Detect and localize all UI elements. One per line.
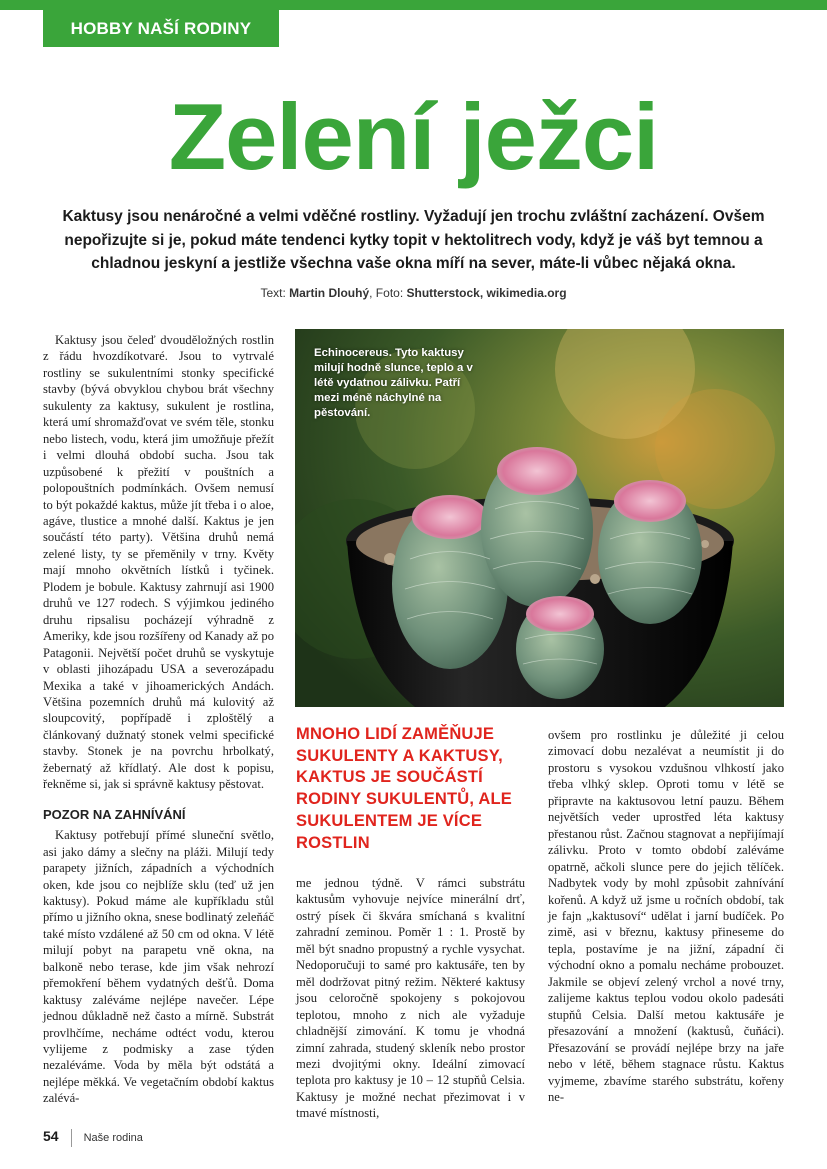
body-paragraph: Kaktusy jsou čeleď dvouděložných rostlin z řádu hvozdíkotvaré. Jsou to vytrvalé rostliny se sukulentními stonky specifické stavby (bývá obvyklou chybou brát všechny sukulenty za kaktusy, sukulent je rostlina, která umí shromažďovat ve svém těle, stonku nebo listech, vodu, která jim umožňuje přežít i velmi dlouhá období sucha. Jsou tak uzpůsobené k přežití v pouštních a polopouštních podmínkách. Ovšem nemusí to být pokaždé kaktus, může jít třeba i o aloe, agáve, tlustice a mnohé další. Kaktus je jen součástí této party). Většina druhů nemá zelené listy, ty se přeměnily v trny. Květy mají mnoho okvětních lístků i tyčinek. Plodem je bobule. Kaktusy zahrnují asi 1900 druhů ve 127 rodech. S výjimkou jediného druhu ripsalisu pocházejí výhradně z Ameriky, kde jsou rozšířeny od Kanady až po Patagonii. Největší počet druhů se vyskytuje v oblasti jihozápadu USA a severozápadu Mexika a také v jihoamerických Andách. Většina pozemních druhů má kulovitý až sloupcovitý, popřípadě i zploštělý a článkovaný dužnatý stonek velmi specifické stavby. Stonek je na povrchu hrbolkatý, žebernatý až křídlatý. Ale dost k popisu, řekněme si, jak si správně kaktusy pěstovat.	[43, 333, 274, 792]
article-title: Zelení ježci	[168, 84, 659, 189]
magazine-name: Naše rodina	[83, 1132, 143, 1144]
section-tag: HOBBY NAŠÍ RODINY	[43, 10, 279, 47]
article-credits	[0, 286, 827, 300]
page-footer	[43, 1128, 143, 1148]
right-column: ovšem pro rostlinku je důležité ji celou zimovací dobu nezalévat a neumístit ji do prostoru s vysokou vzdušnou vlhkostí jako třeba vlhký sklep. Oproti tomu v létě se připravte na kaktusovou letní pauzu. Během největších veder uprostřed léta kaktusy přestanou růst. Začnou stagnovat a nepřijímají zálivku. Proto v tomto období zaléváme opatrně, ačkoli slunce pere do jejich tělíček. Nadbytek vody by mohl způsobit zahnívání kořenů. A když už jsme u ročních období, tak je fajn „kaktusoví“ udělat i jarní budíček. Po zimě, asi v březnu, kaktusy přineseme do tepla, postavíme je na jižní, západní či východní okno a pomalu necháme probouzet. Jakmile se objeví zelený vrchol a nové trny, zalijeme kaktus teplou vodou okolo padesáti stupňů Celsia. Další metou kaktusáře je přesazování a množení (kaktusů, čuňáci). Přesazování se provádí nejlépe brzy na jaře nebo v létě, během stagnace růstu. Kaktus vyjmeme, zbavíme starého substrátu, kořeny ne-	[548, 728, 784, 1104]
pull-quote: MNOHO LIDÍ ZAMĚŇUJE SUKULENTY A KAKTUSY, KAKTUS JE SOUČÁSTÍ RODINY SUKULENTŮ, ALE SUKULENTEM JE VÍCE ROSTLIN	[296, 725, 512, 852]
section-subhead: POZOR NA ZAHNÍVÁNÍ	[43, 806, 186, 822]
credits-photo-label: , Foto:	[369, 286, 407, 300]
credits-photo-sources: Shutterstock, wikimedia.org	[406, 286, 567, 300]
article-lead: Kaktusy jsou nenáročné a velmi vděčné rostliny. Vyžadují jen trochu zvláštní zacházení. Ovšem nepořizujte si je, pokud máte tendenci kytky topit v hektolitrech vody, když je váš byt temnou a chladnou jeskyní a jestliže všechna vaše okna míří na sever, máte-li vůbec nějaká okna.	[62, 208, 765, 272]
top-accent-bar	[0, 0, 827, 10]
credits-author: Martin Dlouhý	[289, 286, 370, 300]
page-number: 54	[43, 1128, 59, 1144]
body-paragraph: Kaktusy potřebují přímé sluneční světlo, asi jako dámy a slečny na pláži. Milují tedy parapety jižních, západních a východních oken, kde jsou co nejblíže sklu (teď už jen kaktusy). Pokud máme ale kupříkladu stůl přímo u jižního okna, snese bodlinatý zeleňáč také místo vzdálené až 50 cm od okna. V létě milují pobyt na parapetu vně okna, na balkoně nebo terase, kde jim však nehrozí přemokření během vydatných dešťů. Doma kaktusy zaléváme nejlépe navečer. Lépe jednou důkladně než často a mírně. Substrát provlhčíme, necháme odtéct vodu, kterou vylijeme z podmisky a zase týden nezaléváme. Voda by měla být odstátá a nejlépe měkká. Ve vegetačním období kaktus zalévá-	[43, 828, 274, 1106]
middle-column: me jednou týdně. V rámci substrátu kaktusům vyhovuje nejvíce minerální drť, ostrý písek či škvára smíchaná s kvalitní zahradní zeminou. Poměr 1 : 1. Prostě by měl být snadno propustný a rychle vysychat. Nedoporučuji to samé pro kaktusáře, ten by měl dodržovat pitný režim. Některé kaktusy jsou celoročně spokojeny s pokojovou teplotou, mnoho z nich ale vyžaduje chladnější zimování. K tomu je vhodná zimní zahrada, studený skleník nebo prostor mezi dvojitými okny. Ideální zimovací teplota pro kaktusy je 10 – 12 stupňů Celsia. Kaktusy je možné nechat přezimovat i v tmavé místnosti,	[296, 876, 525, 1121]
left-column	[43, 332, 274, 1107]
footer-divider	[71, 1129, 72, 1147]
credits-text-label: Text:	[260, 286, 290, 300]
photo-caption: Echinocereus. Tyto kaktusy milují hodně slunce, teplo a v létě vydatnou zálivku. Patří mezi méně náchylné na pěstování.	[314, 347, 473, 419]
